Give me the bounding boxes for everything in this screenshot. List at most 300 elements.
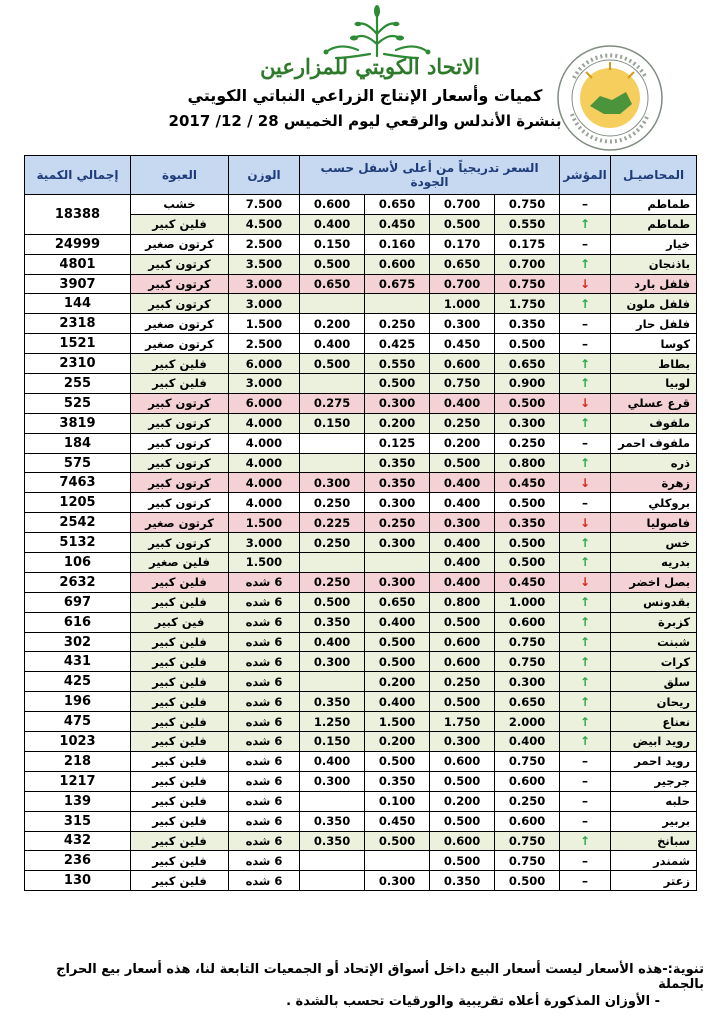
crop-name: كوسا [611, 334, 697, 354]
kff-logo-icon [556, 44, 664, 152]
price-4: 0.350 [300, 831, 365, 851]
total-quantity: 2632 [25, 572, 131, 592]
price-2: 0.500 [430, 453, 495, 473]
price-2: 0.300 [430, 513, 495, 533]
col-header-crop: المحاصيـل [611, 156, 697, 195]
price-3: 0.300 [365, 533, 430, 553]
price-2: 0.800 [430, 592, 495, 612]
price-4 [300, 851, 365, 871]
price-4 [300, 791, 365, 811]
crop-name: فلفل حار [611, 314, 697, 334]
trend-indicator-icon: ↑ [560, 672, 611, 692]
package-type: فلين كبير [131, 712, 229, 732]
price-1: 0.750 [495, 274, 560, 294]
package-type: فلين كبير [131, 751, 229, 771]
package-type: كرتون صغير [131, 334, 229, 354]
trend-indicator-icon: ↑ [560, 354, 611, 374]
price-4: 0.275 [300, 393, 365, 413]
total-quantity: 616 [25, 612, 131, 632]
price-3: 0.450 [365, 811, 430, 831]
table-row [25, 553, 697, 573]
weight: 6 شده [229, 712, 300, 732]
price-1: 0.250 [495, 791, 560, 811]
price-1: 0.750 [495, 632, 560, 652]
col-header-package: العبوة [131, 156, 229, 195]
trend-indicator-icon: – [560, 751, 611, 771]
package-type: كرتون كبير [131, 433, 229, 453]
crop-name: ملفوف احمر [611, 433, 697, 453]
price-1: 0.450 [495, 572, 560, 592]
price-4: 0.150 [300, 413, 365, 433]
trend-indicator-icon: – [560, 433, 611, 453]
price-4: 0.350 [300, 612, 365, 632]
weights-note: - الأوزان المذكورة أعلاه تقريبية والورقيات تحسب بالشدة . [286, 994, 660, 1009]
price-1: 0.700 [495, 254, 560, 274]
package-type: فلين كبير [131, 572, 229, 592]
weight: 6 شده [229, 771, 300, 791]
trend-indicator-icon: ↑ [560, 533, 611, 553]
price-1: 0.450 [495, 473, 560, 493]
price-3 [365, 851, 430, 871]
table-row [25, 632, 697, 652]
table-row [25, 751, 697, 771]
trend-indicator-icon: ↓ [560, 274, 611, 294]
price-1: 0.800 [495, 453, 560, 473]
weight: 6 شده [229, 851, 300, 871]
weight: 1.500 [229, 513, 300, 533]
price-4: 0.150 [300, 732, 365, 752]
trend-indicator-icon: ↑ [560, 632, 611, 652]
trend-indicator-icon: ↓ [560, 572, 611, 592]
prices-table-container [24, 155, 696, 891]
price-3: 0.200 [365, 672, 430, 692]
price-4 [300, 433, 365, 453]
price-3: 0.200 [365, 413, 430, 433]
weight: 6 شده [229, 572, 300, 592]
crop-name: سبانخ [611, 831, 697, 851]
crop-name: قرع عسلي [611, 393, 697, 413]
package-type: كرتون كبير [131, 254, 229, 274]
price-4: 0.500 [300, 254, 365, 274]
price-2: 0.600 [430, 354, 495, 374]
price-2: 0.500 [430, 851, 495, 871]
trend-indicator-icon: – [560, 771, 611, 791]
weight: 6 شده [229, 791, 300, 811]
weight: 3.000 [229, 533, 300, 553]
weight: 6 شده [229, 831, 300, 851]
weight: 6 شده [229, 692, 300, 712]
package-type: كرتون صغير [131, 513, 229, 533]
package-type: فين كبير [131, 612, 229, 632]
price-4: 0.150 [300, 234, 365, 254]
trend-indicator-icon: ↓ [560, 393, 611, 413]
price-3 [365, 294, 430, 314]
price-3: 0.500 [365, 751, 430, 771]
trend-indicator-icon: ↑ [560, 413, 611, 433]
weight: 7.500 [229, 195, 300, 215]
price-3: 0.450 [365, 214, 430, 234]
prices-table-body [25, 195, 697, 891]
crop-name: طماطم [611, 195, 697, 215]
table-row [25, 732, 697, 752]
price-2: 0.300 [430, 314, 495, 334]
total-quantity: 431 [25, 652, 131, 672]
trend-indicator-icon: ↑ [560, 294, 611, 314]
price-4: 0.400 [300, 751, 365, 771]
price-2: 0.400 [430, 493, 495, 513]
price-4: 0.350 [300, 692, 365, 712]
price-1: 1.750 [495, 294, 560, 314]
price-2: 0.500 [430, 811, 495, 831]
package-type: كرتون كبير [131, 274, 229, 294]
crop-name: بقدونس [611, 592, 697, 612]
price-1: 0.300 [495, 413, 560, 433]
table-row [25, 374, 697, 394]
weight: 4.000 [229, 413, 300, 433]
total-quantity: 302 [25, 632, 131, 652]
price-3: 0.350 [365, 453, 430, 473]
price-3: 0.425 [365, 334, 430, 354]
weight: 3.500 [229, 254, 300, 274]
package-type: فلين كبير [131, 632, 229, 652]
package-type: فلين كبير [131, 851, 229, 871]
price-1: 0.550 [495, 214, 560, 234]
package-type: فلين كبير [131, 652, 229, 672]
table-row [25, 771, 697, 791]
table-row [25, 592, 697, 612]
price-1: 0.600 [495, 811, 560, 831]
price-4: 0.250 [300, 572, 365, 592]
package-type: كرتون صغير [131, 234, 229, 254]
weight: 4.000 [229, 473, 300, 493]
crop-name: زهرة [611, 473, 697, 493]
price-3: 0.500 [365, 831, 430, 851]
package-type: فلين كبير [131, 791, 229, 811]
price-2: 1.750 [430, 712, 495, 732]
price-3: 0.400 [365, 692, 430, 712]
price-1: 0.250 [495, 433, 560, 453]
price-3: 0.500 [365, 652, 430, 672]
table-row [25, 294, 697, 314]
total-quantity: 3907 [25, 274, 131, 294]
weight: 6 شده [229, 871, 300, 891]
report-date-line: بنشرة الأندلس والرقعي ليوم الخميس 28 / 12/ 2017 [168, 112, 562, 130]
weight: 3.000 [229, 274, 300, 294]
document-header [0, 0, 717, 150]
price-2: 0.600 [430, 831, 495, 851]
trend-indicator-icon: ↑ [560, 553, 611, 573]
trend-indicator-icon: – [560, 195, 611, 215]
trend-indicator-icon: – [560, 334, 611, 354]
crop-name: شبنت [611, 632, 697, 652]
crop-name: نعناع [611, 712, 697, 732]
total-quantity: 7463 [25, 473, 131, 493]
crop-name: ريحان [611, 692, 697, 712]
table-row [25, 572, 697, 592]
price-4: 0.300 [300, 652, 365, 672]
table-row [25, 453, 697, 473]
price-2: 0.500 [430, 214, 495, 234]
trend-indicator-icon: ↑ [560, 831, 611, 851]
table-row [25, 334, 697, 354]
weight: 3.000 [229, 374, 300, 394]
total-quantity: 4801 [25, 254, 131, 274]
col-header-weight: الوزن [229, 156, 300, 195]
total-quantity: 236 [25, 851, 131, 871]
price-4 [300, 871, 365, 891]
total-quantity: 2310 [25, 354, 131, 374]
price-1: 0.350 [495, 513, 560, 533]
trend-indicator-icon: ↑ [560, 254, 611, 274]
crop-name: بصل اخضر [611, 572, 697, 592]
weight: 6 شده [229, 672, 300, 692]
table-row [25, 652, 697, 672]
total-quantity: 5132 [25, 533, 131, 553]
crop-name: طماطم [611, 214, 697, 234]
total-quantity: 432 [25, 831, 131, 851]
price-1: 0.750 [495, 751, 560, 771]
package-type: فلين كبير [131, 354, 229, 374]
price-1: 2.000 [495, 712, 560, 732]
price-3 [365, 553, 430, 573]
table-row [25, 692, 697, 712]
trend-indicator-icon: ↑ [560, 612, 611, 632]
table-row [25, 533, 697, 553]
price-3: 0.300 [365, 572, 430, 592]
package-type: فلين كبير [131, 592, 229, 612]
package-type: فلين كبير [131, 374, 229, 394]
price-4: 0.400 [300, 632, 365, 652]
weight: 2.500 [229, 334, 300, 354]
price-4 [300, 294, 365, 314]
table-row [25, 393, 697, 413]
crop-name: لوبيا [611, 374, 697, 394]
total-quantity: 139 [25, 791, 131, 811]
crop-name: رويد احمر [611, 751, 697, 771]
weight: 6 شده [229, 632, 300, 652]
price-3: 0.250 [365, 513, 430, 533]
total-quantity: 255 [25, 374, 131, 394]
price-3: 0.350 [365, 771, 430, 791]
package-type: كرتون كبير [131, 294, 229, 314]
package-type: كرتون كبير [131, 453, 229, 473]
total-quantity: 1521 [25, 334, 131, 354]
total-quantity: 697 [25, 592, 131, 612]
price-2: 0.700 [430, 195, 495, 215]
price-2: 0.450 [430, 334, 495, 354]
trend-indicator-icon: ↑ [560, 712, 611, 732]
organization-name: الاتحاد الكويتي للمزارعين [260, 54, 480, 79]
price-4: 0.300 [300, 771, 365, 791]
crop-name: كزبرة [611, 612, 697, 632]
price-2: 0.400 [430, 473, 495, 493]
total-quantity: 475 [25, 712, 131, 732]
prices-table [24, 155, 697, 891]
price-1: 0.500 [495, 334, 560, 354]
price-1: 0.750 [495, 831, 560, 851]
trend-indicator-icon: ↑ [560, 732, 611, 752]
price-1: 0.300 [495, 672, 560, 692]
crop-name: زعتر [611, 871, 697, 891]
total-quantity: 144 [25, 294, 131, 314]
price-2: 0.300 [430, 732, 495, 752]
table-row [25, 612, 697, 632]
crop-name: حلبه [611, 791, 697, 811]
price-2: 0.600 [430, 632, 495, 652]
trend-indicator-icon: – [560, 493, 611, 513]
total-quantity: 1217 [25, 771, 131, 791]
crop-name: فلفل بارد [611, 274, 697, 294]
price-4: 0.225 [300, 513, 365, 533]
package-type: فلين كبير [131, 811, 229, 831]
weight: 6 شده [229, 652, 300, 672]
weight: 4.000 [229, 453, 300, 473]
pricing-disclaimer-note: تنوية:-هذه الأسعار ليست أسعار البيع داخل أسواق الإتحاد أو الجمعيات التابعة لنا، هذه أسعار بيع الحراج بالجملة [56, 962, 704, 992]
price-2: 0.650 [430, 254, 495, 274]
table-row [25, 195, 697, 215]
crop-name: رويد ابيض [611, 732, 697, 752]
total-quantity: 130 [25, 871, 131, 891]
table-row [25, 354, 697, 374]
crop-name: فاصوليا [611, 513, 697, 533]
price-3: 0.100 [365, 791, 430, 811]
package-type: فلين كبير [131, 672, 229, 692]
crop-name: بطاط [611, 354, 697, 374]
total-quantity: 24999 [25, 234, 131, 254]
price-4: 0.500 [300, 354, 365, 374]
price-3: 0.675 [365, 274, 430, 294]
table-row [25, 413, 697, 433]
crop-name: بدريه [611, 553, 697, 573]
price-3: 0.300 [365, 393, 430, 413]
package-type: فلين صغير [131, 553, 229, 573]
price-1: 0.750 [495, 195, 560, 215]
price-4: 0.200 [300, 314, 365, 334]
crop-name: فلفل ملون [611, 294, 697, 314]
table-row [25, 791, 697, 811]
weight: 6 شده [229, 612, 300, 632]
price-3: 0.250 [365, 314, 430, 334]
table-row [25, 712, 697, 732]
price-4: 1.250 [300, 712, 365, 732]
price-4: 0.350 [300, 811, 365, 831]
price-3: 0.350 [365, 473, 430, 493]
table-row [25, 473, 697, 493]
total-quantity: 525 [25, 393, 131, 413]
price-1: 0.600 [495, 612, 560, 632]
price-2: 0.400 [430, 553, 495, 573]
trend-indicator-icon: – [560, 791, 611, 811]
crop-name: باذنجان [611, 254, 697, 274]
price-2: 0.200 [430, 433, 495, 453]
package-type: فلين كبير [131, 214, 229, 234]
price-2: 1.000 [430, 294, 495, 314]
price-4: 0.400 [300, 214, 365, 234]
table-row [25, 811, 697, 831]
weight: 6 شده [229, 592, 300, 612]
price-3: 0.650 [365, 592, 430, 612]
price-3: 0.400 [365, 612, 430, 632]
weight: 4.000 [229, 433, 300, 453]
price-4: 0.650 [300, 274, 365, 294]
price-2: 0.750 [430, 374, 495, 394]
total-quantity: 18388 [25, 195, 131, 235]
price-2: 0.600 [430, 751, 495, 771]
trend-indicator-icon: ↑ [560, 374, 611, 394]
package-type: خشب [131, 195, 229, 215]
package-type: كرتون كبير [131, 473, 229, 493]
weight: 4.000 [229, 493, 300, 513]
price-2: 0.200 [430, 791, 495, 811]
price-2: 0.400 [430, 572, 495, 592]
table-row [25, 851, 697, 871]
weight: 6 شده [229, 811, 300, 831]
price-1: 0.500 [495, 533, 560, 553]
crop-name: شمندر [611, 851, 697, 871]
price-1: 0.500 [495, 393, 560, 413]
price-2: 0.350 [430, 871, 495, 891]
price-1: 0.600 [495, 771, 560, 791]
table-row [25, 493, 697, 513]
col-header-indicator: المؤشر [560, 156, 611, 195]
trend-indicator-icon: – [560, 851, 611, 871]
crop-name: خس [611, 533, 697, 553]
price-4: 0.250 [300, 533, 365, 553]
total-quantity: 106 [25, 553, 131, 573]
total-quantity: 1023 [25, 732, 131, 752]
package-type: كرتون كبير [131, 413, 229, 433]
table-row [25, 314, 697, 334]
price-1: 0.750 [495, 652, 560, 672]
price-2: 0.170 [430, 234, 495, 254]
price-3: 0.600 [365, 254, 430, 274]
table-row [25, 831, 697, 851]
trend-indicator-icon: ↓ [560, 473, 611, 493]
price-1: 0.500 [495, 553, 560, 573]
report-subtitle: كميات وأسعار الإنتاج الزراعي النباتي الكويتي [187, 86, 543, 105]
trend-indicator-icon: ↑ [560, 692, 611, 712]
package-type: كرتون كبير [131, 393, 229, 413]
total-quantity: 184 [25, 433, 131, 453]
price-2: 0.400 [430, 393, 495, 413]
package-type: فلين كبير [131, 771, 229, 791]
price-3: 0.300 [365, 871, 430, 891]
table-row [25, 513, 697, 533]
trend-indicator-icon: – [560, 871, 611, 891]
total-quantity: 575 [25, 453, 131, 473]
total-quantity: 218 [25, 751, 131, 771]
trend-indicator-icon: – [560, 314, 611, 334]
package-type: فلين كبير [131, 732, 229, 752]
price-1: 0.500 [495, 871, 560, 891]
crop-name: بربير [611, 811, 697, 831]
table-row [25, 254, 697, 274]
trend-indicator-icon: ↑ [560, 214, 611, 234]
price-1: 0.350 [495, 314, 560, 334]
total-quantity: 1205 [25, 493, 131, 513]
weight: 4.500 [229, 214, 300, 234]
trend-indicator-icon: – [560, 811, 611, 831]
trend-indicator-icon: ↑ [560, 592, 611, 612]
total-quantity: 196 [25, 692, 131, 712]
package-type: كرتون كبير [131, 533, 229, 553]
price-1: 0.175 [495, 234, 560, 254]
price-2: 0.700 [430, 274, 495, 294]
floral-ornament-icon [318, 4, 436, 60]
crop-name: ذره [611, 453, 697, 473]
total-quantity: 2542 [25, 513, 131, 533]
price-2: 0.500 [430, 771, 495, 791]
